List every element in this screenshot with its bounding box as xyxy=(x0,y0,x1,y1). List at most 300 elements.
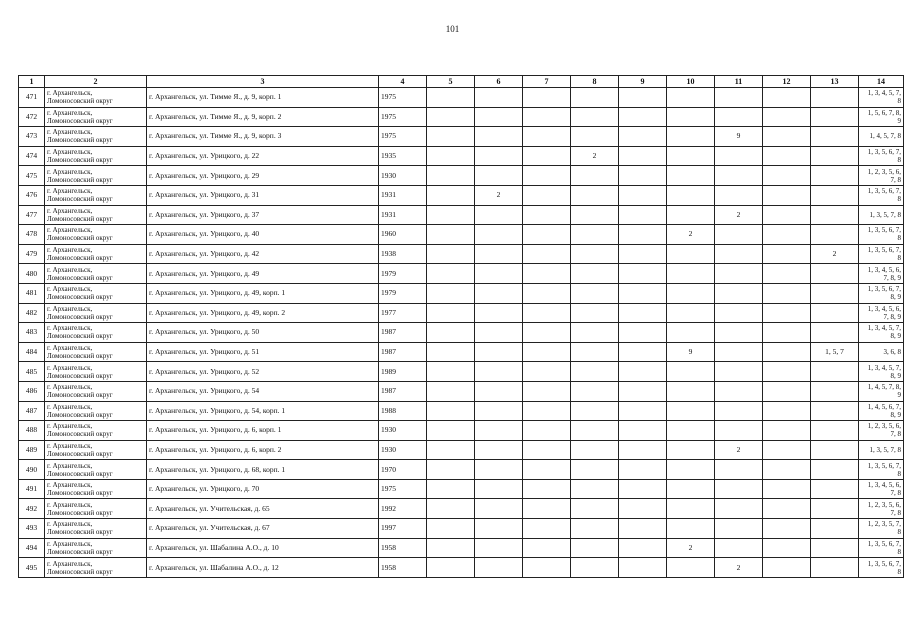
col10-cell xyxy=(667,244,715,264)
col8-cell xyxy=(571,342,619,362)
column-header-8: 8 xyxy=(571,76,619,88)
col5-cell xyxy=(427,323,475,343)
col11-cell xyxy=(715,323,763,343)
year-cell: 1960 xyxy=(379,225,427,245)
col9-cell xyxy=(619,401,667,421)
col9-cell xyxy=(619,205,667,225)
col9-cell xyxy=(619,499,667,519)
col6-cell xyxy=(475,342,523,362)
address-cell: г. Архангельск, ул. Урицкого, д. 49 xyxy=(147,264,379,284)
col8-cell xyxy=(571,362,619,382)
col14-cell: 1, 3, 5, 6, 7, 8 xyxy=(859,244,904,264)
col11-cell xyxy=(715,381,763,401)
col10-cell: 2 xyxy=(667,225,715,245)
col5-cell xyxy=(427,421,475,441)
row-number: 485 xyxy=(19,362,45,382)
row-number: 494 xyxy=(19,538,45,558)
row-number: 476 xyxy=(19,185,45,205)
col7-cell xyxy=(523,538,571,558)
col13-cell xyxy=(811,264,859,284)
col12-cell xyxy=(763,146,811,166)
row-number: 486 xyxy=(19,381,45,401)
column-header-5: 5 xyxy=(427,76,475,88)
address-cell: г. Архангельск, ул. Учительская, д. 67 xyxy=(147,519,379,539)
address-cell: г. Архангельск, ул. Урицкого, д. 54 xyxy=(147,381,379,401)
header-row xyxy=(19,76,904,88)
table-row xyxy=(19,283,904,303)
col8-cell xyxy=(571,460,619,480)
col5-cell xyxy=(427,166,475,186)
col9-cell xyxy=(619,421,667,441)
col12-cell xyxy=(763,244,811,264)
table-row xyxy=(19,205,904,225)
address-cell: г. Архангельск, ул. Урицкого, д. 42 xyxy=(147,244,379,264)
address-cell: г. Архангельск, ул. Урицкого, д. 52 xyxy=(147,362,379,382)
col12-cell xyxy=(763,538,811,558)
table-row xyxy=(19,538,904,558)
col14-cell: 1, 3, 5, 7, 8 xyxy=(859,440,904,460)
district-cell: г. Архангельск, Ломоносовский округ xyxy=(45,499,147,519)
col5-cell xyxy=(427,146,475,166)
col13-cell xyxy=(811,303,859,323)
year-cell: 1975 xyxy=(379,127,427,147)
col5-cell xyxy=(427,460,475,480)
col9-cell xyxy=(619,146,667,166)
col14-cell: 1, 3, 4, 5, 6, 7, 8, 9 xyxy=(859,303,904,323)
col6-cell xyxy=(475,303,523,323)
year-cell: 1975 xyxy=(379,88,427,108)
district-cell: г. Архангельск, Ломоносовский округ xyxy=(45,107,147,127)
year-cell: 1958 xyxy=(379,538,427,558)
col11-cell xyxy=(715,107,763,127)
address-cell: г. Архангельск, ул. Урицкого, д. 49, корп. 1 xyxy=(147,283,379,303)
col10-cell xyxy=(667,558,715,578)
year-cell: 1975 xyxy=(379,107,427,127)
col6-cell xyxy=(475,323,523,343)
col12-cell xyxy=(763,127,811,147)
table-row xyxy=(19,185,904,205)
col6-cell: 2 xyxy=(475,185,523,205)
col13-cell xyxy=(811,401,859,421)
row-number: 475 xyxy=(19,166,45,186)
table-row xyxy=(19,519,904,539)
col13-cell xyxy=(811,538,859,558)
year-cell: 1989 xyxy=(379,362,427,382)
col9-cell xyxy=(619,558,667,578)
district-cell: г. Архангельск, Ломоносовский округ xyxy=(45,479,147,499)
column-header-6: 6 xyxy=(475,76,523,88)
col10-cell xyxy=(667,479,715,499)
col5-cell xyxy=(427,303,475,323)
col14-cell: 1, 5, 6, 7, 8, 9 xyxy=(859,107,904,127)
col10-cell xyxy=(667,362,715,382)
col12-cell xyxy=(763,166,811,186)
year-cell: 1931 xyxy=(379,185,427,205)
address-cell: г. Архангельск, ул. Шабалина А.О., д. 12 xyxy=(147,558,379,578)
district-cell: г. Архангельск, Ломоносовский округ xyxy=(45,88,147,108)
col13-cell xyxy=(811,323,859,343)
col10-cell xyxy=(667,421,715,441)
col10-cell xyxy=(667,264,715,284)
district-cell: г. Архангельск, Ломоносовский округ xyxy=(45,519,147,539)
col14-cell: 1, 4, 5, 7, 8 xyxy=(859,127,904,147)
row-number: 482 xyxy=(19,303,45,323)
year-cell: 1988 xyxy=(379,401,427,421)
col12-cell xyxy=(763,264,811,284)
year-cell: 1958 xyxy=(379,558,427,578)
col5-cell xyxy=(427,205,475,225)
address-cell: г. Архангельск, ул. Урицкого, д. 49, корп. 2 xyxy=(147,303,379,323)
district-cell: г. Архангельск, Ломоносовский округ xyxy=(45,323,147,343)
col10-cell: 9 xyxy=(667,342,715,362)
col6-cell xyxy=(475,225,523,245)
col5-cell xyxy=(427,381,475,401)
col8-cell xyxy=(571,381,619,401)
year-cell: 1930 xyxy=(379,166,427,186)
col7-cell xyxy=(523,146,571,166)
col7-cell xyxy=(523,342,571,362)
table-row xyxy=(19,381,904,401)
col9-cell xyxy=(619,362,667,382)
col13-cell xyxy=(811,185,859,205)
col6-cell xyxy=(475,440,523,460)
address-cell: г. Архангельск, ул. Урицкого, д. 54, корп. 1 xyxy=(147,401,379,421)
col8-cell xyxy=(571,323,619,343)
column-header-14: 14 xyxy=(859,76,904,88)
col11-cell xyxy=(715,166,763,186)
col7-cell xyxy=(523,205,571,225)
year-cell: 1979 xyxy=(379,264,427,284)
district-cell: г. Архангельск, Ломоносовский округ xyxy=(45,127,147,147)
row-number: 490 xyxy=(19,460,45,480)
column-header-12: 12 xyxy=(763,76,811,88)
col14-cell: 1, 3, 4, 5, 7, 8, 9 xyxy=(859,323,904,343)
year-cell: 1987 xyxy=(379,342,427,362)
col6-cell xyxy=(475,283,523,303)
col8-cell xyxy=(571,244,619,264)
district-cell: г. Архангельск, Ломоносовский округ xyxy=(45,381,147,401)
col8-cell xyxy=(571,479,619,499)
col5-cell xyxy=(427,225,475,245)
address-cell: г. Архангельск, ул. Тимме Я., д. 9, корп. 2 xyxy=(147,107,379,127)
col13-cell xyxy=(811,205,859,225)
district-cell: г. Архангельск, Ломоносовский округ xyxy=(45,401,147,421)
row-number: 474 xyxy=(19,146,45,166)
address-cell: г. Архангельск, ул. Урицкого, д. 70 xyxy=(147,479,379,499)
year-cell: 1997 xyxy=(379,519,427,539)
year-cell: 1930 xyxy=(379,421,427,441)
col6-cell xyxy=(475,381,523,401)
address-cell: г. Архангельск, ул. Урицкого, д. 29 xyxy=(147,166,379,186)
col9-cell xyxy=(619,283,667,303)
col10-cell xyxy=(667,107,715,127)
table-row xyxy=(19,499,904,519)
col7-cell xyxy=(523,421,571,441)
district-cell: г. Архангельск, Ломоносовский округ xyxy=(45,166,147,186)
col5-cell xyxy=(427,107,475,127)
housing-registry-table xyxy=(18,75,904,578)
column-header-11: 11 xyxy=(715,76,763,88)
row-number: 480 xyxy=(19,264,45,284)
address-cell: г. Архангельск, ул. Урицкого, д. 31 xyxy=(147,185,379,205)
table-row xyxy=(19,323,904,343)
col8-cell xyxy=(571,538,619,558)
table-row xyxy=(19,244,904,264)
col12-cell xyxy=(763,499,811,519)
col13-cell xyxy=(811,127,859,147)
col7-cell xyxy=(523,479,571,499)
col13-cell xyxy=(811,283,859,303)
col11-cell xyxy=(715,88,763,108)
address-cell: г. Архангельск, ул. Тимме Я., д. 9, корп. 3 xyxy=(147,127,379,147)
col5-cell xyxy=(427,499,475,519)
col11-cell: 2 xyxy=(715,558,763,578)
col10-cell xyxy=(667,303,715,323)
col12-cell xyxy=(763,421,811,441)
district-cell: г. Архангельск, Ломоносовский округ xyxy=(45,264,147,284)
col8-cell xyxy=(571,107,619,127)
year-cell: 1979 xyxy=(379,283,427,303)
col9-cell xyxy=(619,342,667,362)
district-cell: г. Архангельск, Ломоносовский округ xyxy=(45,146,147,166)
col14-cell: 1, 3, 5, 6, 7, 8 xyxy=(859,538,904,558)
col9-cell xyxy=(619,244,667,264)
table-row xyxy=(19,558,904,578)
col13-cell xyxy=(811,166,859,186)
year-cell: 1975 xyxy=(379,479,427,499)
col8-cell xyxy=(571,166,619,186)
col11-cell xyxy=(715,303,763,323)
row-number: 483 xyxy=(19,323,45,343)
column-header-13: 13 xyxy=(811,76,859,88)
col7-cell xyxy=(523,185,571,205)
col14-cell: 1, 3, 5, 6, 7, 8, 9 xyxy=(859,283,904,303)
col13-cell xyxy=(811,499,859,519)
row-number: 472 xyxy=(19,107,45,127)
district-cell: г. Архангельск, Ломоносовский округ xyxy=(45,538,147,558)
col7-cell xyxy=(523,381,571,401)
col10-cell xyxy=(667,499,715,519)
district-cell: г. Архангельск, Ломоносовский округ xyxy=(45,558,147,578)
col9-cell xyxy=(619,381,667,401)
district-cell: г. Архангельск, Ломоносовский округ xyxy=(45,303,147,323)
page-number: 101 xyxy=(445,24,460,34)
col11-cell xyxy=(715,519,763,539)
col8-cell xyxy=(571,440,619,460)
col8-cell xyxy=(571,519,619,539)
col14-cell: 1, 3, 5, 6, 7, 8 xyxy=(859,460,904,480)
col11-cell xyxy=(715,538,763,558)
column-header-4: 4 xyxy=(379,76,427,88)
col13-cell xyxy=(811,460,859,480)
col12-cell xyxy=(763,519,811,539)
col11-cell: 2 xyxy=(715,440,763,460)
address-cell: г. Архангельск, ул. Шабалина А.О., д. 10 xyxy=(147,538,379,558)
col10-cell xyxy=(667,283,715,303)
col7-cell xyxy=(523,127,571,147)
col13-cell xyxy=(811,440,859,460)
year-cell: 1930 xyxy=(379,440,427,460)
table-row xyxy=(19,264,904,284)
col13-cell xyxy=(811,381,859,401)
col5-cell xyxy=(427,127,475,147)
col6-cell xyxy=(475,460,523,480)
address-cell: г. Архангельск, ул. Урицкого, д. 37 xyxy=(147,205,379,225)
col11-cell xyxy=(715,244,763,264)
year-cell: 1992 xyxy=(379,499,427,519)
table-row xyxy=(19,107,904,127)
col8-cell xyxy=(571,225,619,245)
col12-cell xyxy=(763,88,811,108)
col6-cell xyxy=(475,362,523,382)
col5-cell xyxy=(427,440,475,460)
col5-cell xyxy=(427,558,475,578)
col13-cell xyxy=(811,362,859,382)
col5-cell xyxy=(427,538,475,558)
col7-cell xyxy=(523,558,571,578)
col13-cell xyxy=(811,479,859,499)
col7-cell xyxy=(523,460,571,480)
col7-cell xyxy=(523,225,571,245)
col5-cell xyxy=(427,362,475,382)
col12-cell xyxy=(763,205,811,225)
col13-cell xyxy=(811,519,859,539)
col12-cell xyxy=(763,342,811,362)
col13-cell xyxy=(811,107,859,127)
table-row xyxy=(19,460,904,480)
col12-cell xyxy=(763,303,811,323)
col10-cell xyxy=(667,440,715,460)
col12-cell xyxy=(763,460,811,480)
col11-cell: 9 xyxy=(715,127,763,147)
col8-cell xyxy=(571,303,619,323)
col5-cell xyxy=(427,88,475,108)
col9-cell xyxy=(619,440,667,460)
year-cell: 1938 xyxy=(379,244,427,264)
row-number: 484 xyxy=(19,342,45,362)
district-cell: г. Архангельск, Ломоносовский округ xyxy=(45,362,147,382)
row-number: 491 xyxy=(19,479,45,499)
col8-cell xyxy=(571,127,619,147)
column-header-10: 10 xyxy=(667,76,715,88)
col7-cell xyxy=(523,166,571,186)
col7-cell xyxy=(523,88,571,108)
table-body xyxy=(19,88,904,578)
col6-cell xyxy=(475,146,523,166)
district-cell: г. Архангельск, Ломоносовский округ xyxy=(45,225,147,245)
col7-cell xyxy=(523,401,571,421)
col9-cell xyxy=(619,185,667,205)
table-row xyxy=(19,303,904,323)
col10-cell xyxy=(667,166,715,186)
row-number: 473 xyxy=(19,127,45,147)
col14-cell: 1, 2, 3, 5, 6, 7, 8 xyxy=(859,421,904,441)
col8-cell xyxy=(571,401,619,421)
col6-cell xyxy=(475,421,523,441)
col5-cell xyxy=(427,519,475,539)
col6-cell xyxy=(475,244,523,264)
col11-cell xyxy=(715,185,763,205)
row-number: 479 xyxy=(19,244,45,264)
col14-cell: 1, 4, 5, 6, 7, 8, 9 xyxy=(859,401,904,421)
col6-cell xyxy=(475,401,523,421)
col14-cell: 1, 3, 4, 5, 6, 7, 8 xyxy=(859,479,904,499)
col11-cell xyxy=(715,499,763,519)
address-cell: г. Архангельск, ул. Урицкого, д. 22 xyxy=(147,146,379,166)
table-row xyxy=(19,479,904,499)
address-cell: г. Архангельск, ул. Тимме Я., д. 9, корп. 1 xyxy=(147,88,379,108)
col13-cell: 1, 5, 7 xyxy=(811,342,859,362)
col13-cell xyxy=(811,558,859,578)
col10-cell xyxy=(667,381,715,401)
col8-cell: 2 xyxy=(571,146,619,166)
col9-cell xyxy=(619,303,667,323)
col7-cell xyxy=(523,519,571,539)
col9-cell xyxy=(619,225,667,245)
col14-cell: 3, 6, 8 xyxy=(859,342,904,362)
row-number: 477 xyxy=(19,205,45,225)
year-cell: 1977 xyxy=(379,303,427,323)
col11-cell xyxy=(715,225,763,245)
col12-cell xyxy=(763,283,811,303)
address-cell: г. Архангельск, ул. Учительская, д. 65 xyxy=(147,499,379,519)
col11-cell xyxy=(715,362,763,382)
year-cell: 1935 xyxy=(379,146,427,166)
year-cell: 1970 xyxy=(379,460,427,480)
col6-cell xyxy=(475,499,523,519)
col8-cell xyxy=(571,264,619,284)
col9-cell xyxy=(619,264,667,284)
col10-cell xyxy=(667,205,715,225)
col12-cell xyxy=(763,225,811,245)
col5-cell xyxy=(427,264,475,284)
column-header-3: 3 xyxy=(147,76,379,88)
col14-cell: 1, 2, 3, 5, 7, 8 xyxy=(859,519,904,539)
col12-cell xyxy=(763,323,811,343)
col11-cell xyxy=(715,283,763,303)
col10-cell xyxy=(667,460,715,480)
col6-cell xyxy=(475,88,523,108)
col9-cell xyxy=(619,107,667,127)
col7-cell xyxy=(523,362,571,382)
col12-cell xyxy=(763,185,811,205)
row-number: 481 xyxy=(19,283,45,303)
district-cell: г. Архангельск, Ломоносовский округ xyxy=(45,205,147,225)
col7-cell xyxy=(523,440,571,460)
col12-cell xyxy=(763,107,811,127)
col10-cell xyxy=(667,519,715,539)
col14-cell: 1, 3, 4, 5, 7, 8, 9 xyxy=(859,362,904,382)
col12-cell xyxy=(763,440,811,460)
col6-cell xyxy=(475,205,523,225)
address-cell: г. Архангельск, ул. Урицкого, д. 68, корп. 1 xyxy=(147,460,379,480)
district-cell: г. Архангельск, Ломоносовский округ xyxy=(45,283,147,303)
col10-cell xyxy=(667,401,715,421)
district-cell: г. Архангельск, Ломоносовский округ xyxy=(45,244,147,264)
table-row xyxy=(19,342,904,362)
col9-cell xyxy=(619,166,667,186)
column-header-1: 1 xyxy=(19,76,45,88)
address-cell: г. Архангельск, ул. Урицкого, д. 6, корп. 2 xyxy=(147,440,379,460)
col11-cell xyxy=(715,401,763,421)
col9-cell xyxy=(619,479,667,499)
row-number: 471 xyxy=(19,88,45,108)
col7-cell xyxy=(523,244,571,264)
row-number: 489 xyxy=(19,440,45,460)
district-cell: г. Архангельск, Ломоносовский округ xyxy=(45,421,147,441)
col14-cell: 1, 3, 5, 6, 7, 8 xyxy=(859,225,904,245)
col10-cell xyxy=(667,323,715,343)
